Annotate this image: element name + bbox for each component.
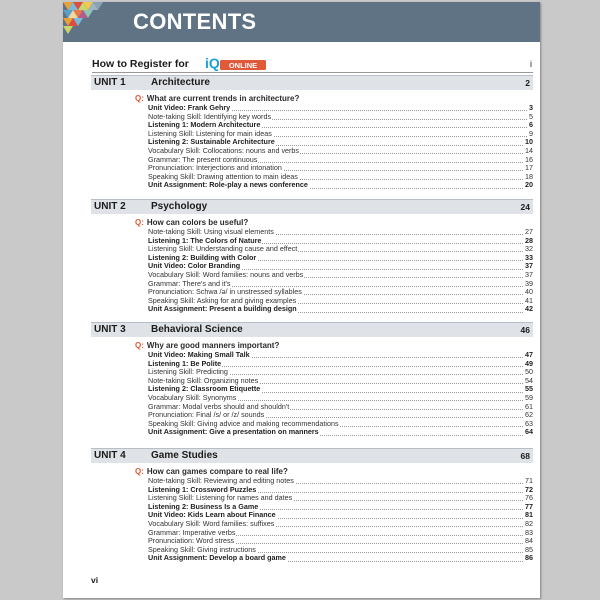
unit-section	[91, 75, 533, 190]
toc-entry-label: Note-taking Skill: Using visual elements	[148, 227, 274, 236]
toc-entry-label: Listening 2: Sustainable Architecture	[148, 137, 275, 147]
iq-logo-text: iQ	[205, 56, 220, 71]
toc-entry-page: 55	[525, 384, 533, 394]
question-text: Why are good manners important?	[146, 341, 280, 350]
toc-entry-page: 62	[525, 410, 533, 420]
q-icon: Q:	[135, 218, 144, 227]
unit-header	[91, 448, 533, 463]
question-text: How can colors be useful?	[146, 218, 249, 227]
toc-entry-page: 85	[525, 544, 533, 554]
unit-number: UNIT 3	[94, 324, 126, 335]
toc-entry-label: Vocabulary Skill: Collocations: nouns and verbs	[148, 145, 300, 155]
toc-entry-label: Unit Video: Making Small Talk	[148, 350, 250, 359]
toc-entry-page: 64	[525, 427, 533, 437]
unit-name: Psychology	[151, 201, 208, 212]
unit-name: Behavioral Science	[151, 324, 243, 335]
toc-entry-label: Unit Assignment: Develop a board game	[148, 553, 286, 563]
header-bar	[63, 2, 540, 42]
contents-page	[63, 2, 540, 598]
toc-entry-page: 14	[525, 145, 533, 155]
toc-entry-page: 84	[525, 536, 533, 546]
toc-entry-label: Listening Skill: Listening for main ideas	[148, 128, 272, 138]
toc-entry-label: Listening 1: The Colors of Nature	[148, 235, 262, 245]
toc-entry-page: 83	[525, 527, 533, 537]
toc-entry-page: 49	[525, 358, 533, 368]
register-line	[92, 58, 532, 70]
q-icon: Q:	[135, 341, 144, 350]
unit-page-number: 46	[520, 325, 530, 335]
toc-entry-label: Grammar: Imperative verbs	[148, 527, 236, 537]
unit-page-number: 2	[525, 78, 530, 88]
toc-entry-page: 33	[525, 252, 533, 262]
toc-entry-label: Unit Assignment: Role-play a news conference	[148, 180, 308, 190]
question-text: How can games compare to real life?	[146, 467, 288, 476]
register-page-number: i	[530, 59, 532, 69]
toc-entry	[148, 554, 533, 563]
toc-entry-page: 61	[525, 401, 533, 411]
toc-entry-label: Vocabulary Skill: Word families: nouns and verbs	[148, 269, 304, 279]
iq-online-logo	[205, 56, 267, 71]
toc-entry-page: 54	[525, 375, 533, 385]
toc-entry-page: 5	[529, 111, 533, 121]
triangle-pattern-icon	[63, 2, 109, 42]
toc-entry-label: Grammar: There's and it's	[148, 278, 231, 288]
toc-entry-label: Listening 1: Modern Architecture	[148, 120, 261, 130]
toc-entry-label: Grammar: Modal verbs should and shouldn't	[148, 401, 290, 411]
toc-entry-page: 82	[525, 518, 533, 528]
toc-entry-label: Pronunciation: Word stress	[148, 536, 235, 546]
q-icon: Q:	[135, 94, 144, 103]
toc-entry-label: Unit Assignment: Present a building design	[148, 304, 297, 314]
q-icon: Q:	[135, 467, 144, 476]
toc-entry-page: 40	[525, 287, 533, 297]
toc-entry-page: 81	[525, 510, 533, 520]
unit-header	[91, 322, 533, 337]
toc-entry-page: 72	[525, 484, 533, 494]
toc-entry-label: Listening Skill: Predicting	[148, 367, 228, 377]
toc-entry-page: 20	[525, 180, 533, 190]
toc-entry-label: Listening Skill: Listening for names and dates	[148, 493, 293, 503]
toc-entry-label: Pronunciation: Final /s/ or /z/ sounds	[148, 410, 265, 420]
toc-entry-page: 71	[525, 476, 533, 485]
toc-entry-label: Speaking Skill: Asking for and giving examples	[148, 295, 297, 305]
toc-entry-page: 16	[525, 154, 533, 164]
toc-entry-label: Pronunciation: Schwa /ə/ in unstressed syllables	[148, 287, 302, 297]
toc-entry-page: 59	[525, 392, 533, 402]
toc-entry-label: Grammar: The present continuous	[148, 154, 258, 164]
unit-number: UNIT 4	[94, 450, 126, 461]
toc-entry-page: 37	[525, 261, 533, 271]
divider	[92, 72, 533, 73]
toc-entry-page: 3	[529, 103, 533, 112]
toc-entry-page: 18	[525, 171, 533, 181]
toc-entry-label: Listening Skill: Understanding cause and effect	[148, 244, 298, 254]
toc-entry-label: Note-taking Skill: Identifying key words	[148, 111, 272, 121]
footer-page-number: vi	[91, 575, 99, 585]
toc-entry-page: 41	[525, 295, 533, 305]
toc-entry-page: 39	[525, 278, 533, 288]
toc-entry-page: 10	[525, 137, 533, 147]
unit-number: UNIT 1	[94, 77, 126, 88]
toc-entry-label: Unit Video: Frank Gehry	[148, 103, 231, 112]
toc-entry-label: Note-taking Skill: Reviewing and editing notes	[148, 476, 294, 485]
unit-section	[91, 199, 533, 314]
unit-name: Architecture	[151, 77, 210, 88]
question-text: What are current trends in architecture?	[146, 94, 300, 103]
unit-section	[91, 322, 533, 437]
toc-entry-page: 76	[525, 493, 533, 503]
toc-entry-page: 86	[525, 553, 533, 563]
toc-entry-page: 27	[525, 227, 533, 236]
unit-header	[91, 199, 533, 214]
toc-entry-label: Vocabulary Skill: Synonyms	[148, 392, 237, 402]
toc-entry-page: 32	[525, 244, 533, 254]
toc-entry-label: Vocabulary Skill: Word families: suffixes	[148, 518, 275, 528]
toc-entry-label: Pronunciation: Interjections and intonation	[148, 163, 282, 173]
toc-entry-label: Unit Video: Color Branding	[148, 261, 241, 271]
unit-page-number: 24	[520, 202, 530, 212]
toc-entry-page: 9	[529, 128, 533, 138]
toc-entry-page: 47	[525, 350, 533, 359]
toc-entry-page: 17	[525, 163, 533, 173]
toc-entry-label: Unit Video: Kids Learn about Finance	[148, 510, 276, 520]
toc-entry-label: Speaking Skill: Drawing attention to main ideas	[148, 171, 298, 181]
unit-name: Game Studies	[151, 450, 218, 461]
unit-page-number: 68	[520, 451, 530, 461]
toc-entry	[148, 428, 533, 437]
toc-entry-label: Note-taking Skill: Organizing notes	[148, 375, 259, 385]
toc-entry-label: Speaking Skill: Giving advice and making recommendations	[148, 418, 339, 428]
toc-entry-label: Unit Assignment: Give a presentation on manners	[148, 427, 319, 437]
toc-entry-label: Listening 2: Classroom Etiquette	[148, 384, 261, 394]
toc-entry	[148, 305, 533, 314]
toc-entry-label: Listening 1: Crossword Puzzles	[148, 484, 257, 494]
toc-entry-page: 6	[529, 120, 533, 130]
unit-number: UNIT 2	[94, 201, 126, 212]
toc-entry-label: Listening 1: Be Polite	[148, 358, 222, 368]
toc-entry-label: Speaking Skill: Giving instructions	[148, 544, 256, 554]
toc-entry-page: 77	[525, 501, 533, 511]
online-logo-text: ONLINE	[228, 61, 258, 70]
toc-entry-page: 28	[525, 235, 533, 245]
register-label: How to Register for	[92, 58, 189, 70]
unit-section	[91, 448, 533, 563]
unit-header	[91, 75, 533, 90]
toc-entry-page: 50	[525, 367, 533, 377]
page-title: CONTENTS	[133, 9, 257, 34]
toc-entry-page: 63	[525, 418, 533, 428]
toc-entry-page: 37	[525, 269, 533, 279]
toc-entry-page: 42	[525, 304, 533, 314]
toc-entry-label: Listening 2: Business Is a Game	[148, 501, 259, 511]
toc-entry	[148, 181, 533, 190]
toc-entry-label: Listening 2: Building with Color	[148, 252, 257, 262]
